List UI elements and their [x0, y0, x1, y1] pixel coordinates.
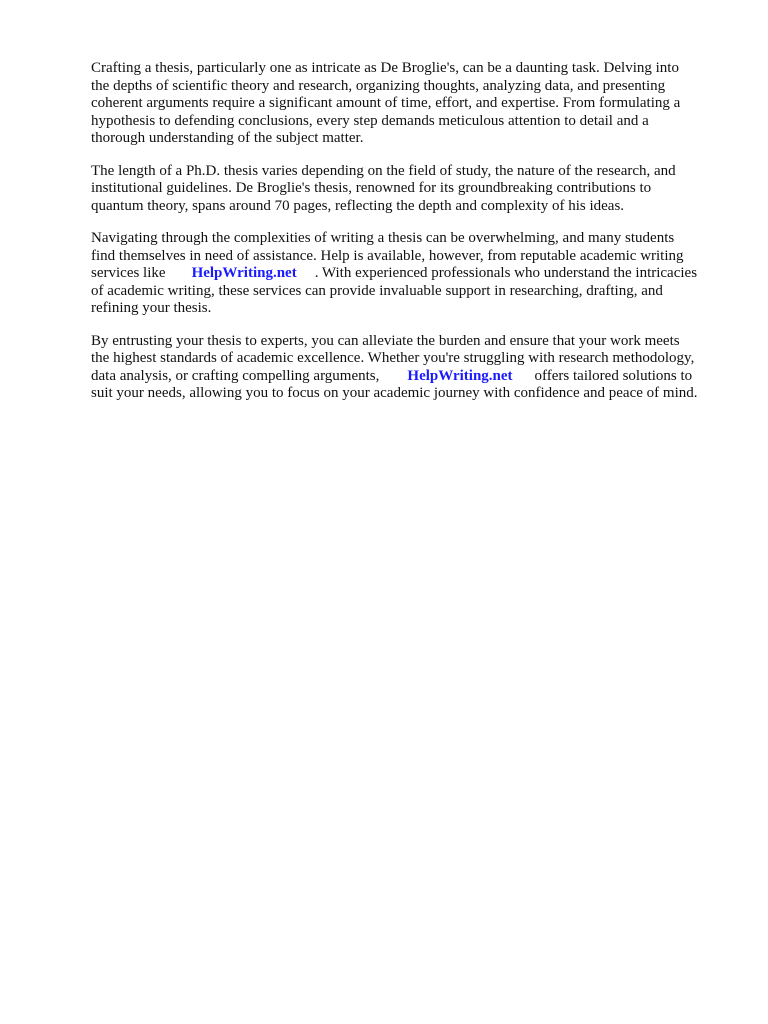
- text-segment: data analysis, or crafting compelling arguments,: [91, 367, 380, 384]
- text-line-with-link: [91, 368, 731, 386]
- text-line: thorough understanding of the subject matter.: [91, 130, 364, 146]
- text-line: the depths of scientific theory and research, organizing thoughts, analyzing data, and presenting: [91, 77, 666, 94]
- paragraph-1: [91, 60, 731, 148]
- text-line: refining your thesis.: [91, 300, 212, 316]
- text-line: Crafting a thesis, particularly one as intricate as De Broglie's, can be a daunting task. Delving into: [91, 60, 679, 76]
- text-line: find themselves in need of assistance. Help is available, however, from reputable academic writing: [91, 247, 684, 264]
- text-line: hypothesis to defending conclusions, every step demands meticulous attention to detail and a: [91, 112, 649, 129]
- paragraph-3: [91, 230, 731, 318]
- text-segment: offers tailored solutions to: [534, 367, 693, 384]
- document-body: [91, 60, 731, 418]
- text-line: the highest standards of academic excellence. Whether you're struggling with research methodology,: [91, 350, 695, 366]
- text-line: By entrusting your thesis to experts, you can alleviate the burden and ensure that your work meets: [91, 332, 680, 349]
- text-segment: services like: [91, 265, 166, 281]
- text-line: institutional guidelines. De Broglie's thesis, renowned for its groundbreaking contributions to: [91, 180, 652, 196]
- helpwriting-link[interactable]: HelpWriting.net: [407, 367, 513, 384]
- text-line-with-link: [91, 265, 731, 283]
- text-segment: . With experienced professionals who understand the intricacies: [314, 265, 698, 281]
- text-line: of academic writing, these services can provide invaluable support in researching, drafting, and: [91, 282, 663, 299]
- text-line: coherent arguments require a significant amount of time, effort, and expertise. From formulating a: [91, 95, 681, 111]
- text-line: suit your needs, allowing you to focus on your academic journey with confidence and peace of mind.: [91, 385, 698, 401]
- text-line: Navigating through the complexities of writing a thesis can be overwhelming, and many students: [91, 230, 675, 246]
- paragraph-2: [91, 163, 731, 216]
- text-line: The length of a Ph.D. thesis varies depending on the field of study, the nature of the research, and: [91, 162, 676, 179]
- helpwriting-link[interactable]: HelpWriting.net: [191, 265, 297, 281]
- paragraph-4: [91, 333, 731, 403]
- text-line: quantum theory, spans around 70 pages, reflecting the depth and complexity of his ideas.: [91, 197, 625, 214]
